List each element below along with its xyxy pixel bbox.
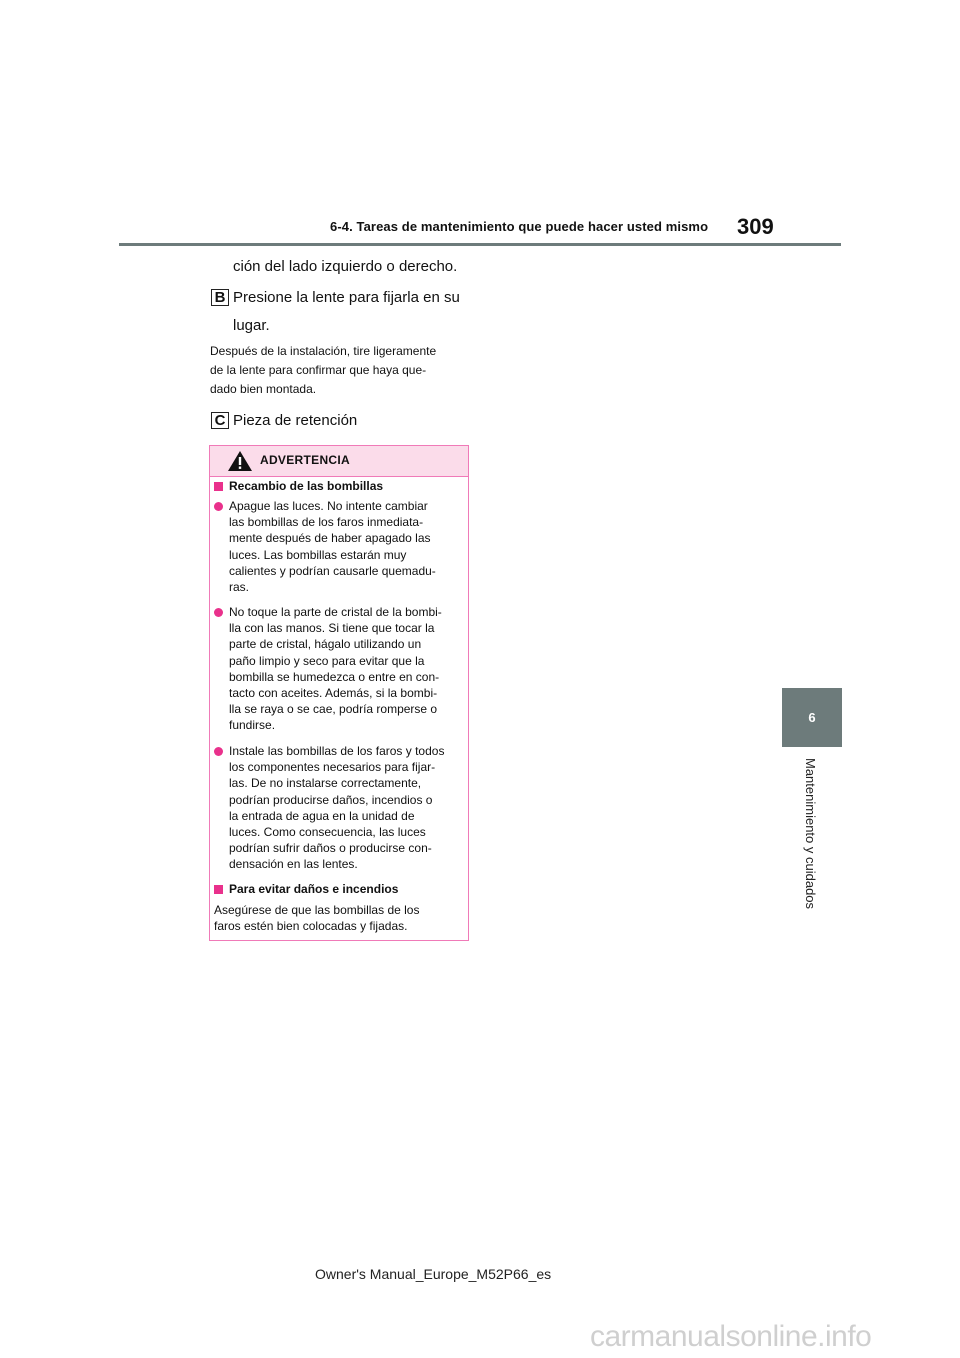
bullet-2-line: bombilla se humedezca o entre en con- <box>229 669 440 684</box>
bullet-3-line: Instale las bombillas de los faros y todos <box>229 744 445 758</box>
warning-section2-text <box>214 902 464 934</box>
round-bullet-icon <box>214 747 223 756</box>
warning-triangle-icon <box>227 450 253 472</box>
section1-title-text: Recambio de las bombillas <box>229 479 384 493</box>
warning-box <box>209 445 469 941</box>
bullet-2-line: tacto con aceites. Además, si la bombi- <box>229 686 438 701</box>
warning-title: ADVERTENCIA <box>260 453 350 467</box>
warning-bullet-3 <box>214 743 464 873</box>
bullet-1-line: mente después de haber apagado las <box>229 531 431 546</box>
warning-bullet-2 <box>214 604 464 734</box>
bullet-2-line: lla con las manos. Si tiene que tocar la <box>229 621 435 636</box>
bullet-3-line: densación en las lentes. <box>229 857 358 872</box>
bullet-3-line: las. De no instalarse correctamente, <box>229 776 422 791</box>
bullet-1-line: Apague las luces. No intente cambiar <box>229 499 428 513</box>
section2-title-text: Para evitar daños e incendios <box>229 882 399 896</box>
bullet-1-line: las bombillas de los faros inmediata- <box>229 515 424 530</box>
continuation-text: ción del lado izquierdo o derecho. <box>233 258 458 275</box>
section2-line: Asegúrese de que las bombillas de los <box>214 903 420 917</box>
bullet-3-line: la entrada de agua en la unidad de <box>229 808 415 823</box>
warning-section2-title <box>214 882 398 897</box>
chapter-number: 6 <box>808 710 816 725</box>
square-bullet-icon <box>214 482 223 491</box>
footer-text: Owner's Manual_Europe_M52P66_es <box>315 1266 552 1282</box>
bullet-3-line: luces. Como consecuencia, las luces <box>229 825 426 840</box>
warning-header <box>210 446 468 477</box>
note-line-2: de la lente para confirmar que haya que- <box>210 363 427 377</box>
chapter-label: Mantenimiento y cuidados <box>803 758 818 910</box>
header-rule <box>119 243 841 246</box>
bullet-1-line: luces. Las bombillas estarán muy <box>229 547 407 562</box>
item-b-line1: Presione la lente para fijarla en su <box>233 289 460 306</box>
page-number: 309 <box>737 214 774 239</box>
section2-line: faros estén bien colocadas y fijadas. <box>214 919 408 934</box>
label-c-letter: C <box>214 412 226 429</box>
round-bullet-icon <box>214 608 223 617</box>
item-b-line2: lugar. <box>233 317 270 334</box>
chapter-tab <box>782 688 842 747</box>
section-header: 6-4. Tareas de mantenimiento que puede hacer usted mismo <box>330 219 709 234</box>
bullet-2-line: fundirse. <box>229 718 276 733</box>
watermark: carmanualsonline.info <box>590 1320 872 1353</box>
warning-bullet-1 <box>214 498 464 595</box>
note-line-3: dado bien montada. <box>210 382 317 396</box>
label-c <box>211 412 229 429</box>
bullet-1-line: calientes y podrían causarle quemadu- <box>229 563 436 578</box>
bullet-2-line: paño limpio y seco para evitar que la <box>229 653 425 668</box>
bullet-2-line: No toque la parte de cristal de la bombi- <box>229 605 442 619</box>
bullet-3-line: los componentes necesarios para fijar- <box>229 760 436 775</box>
round-bullet-icon <box>214 502 223 511</box>
bullet-3-line: podrían producirse daños, incendios o <box>229 792 433 807</box>
bullet-2-line: parte de cristal, hágalo utilizando un <box>229 637 422 652</box>
note-line-1: Después de la instalación, tire ligeramente <box>210 344 437 358</box>
square-bullet-icon <box>214 885 223 894</box>
bullet-2-line: lla se raya o se cae, podría romperse o <box>229 702 438 717</box>
item-c-text: Pieza de retención <box>233 412 358 429</box>
label-b <box>211 289 229 306</box>
bullet-1-line: ras. <box>229 580 250 595</box>
bullet-3-line: podrían sufrir daños o producirse con- <box>229 841 432 856</box>
label-b-letter: B <box>214 289 226 306</box>
warning-section1-title <box>214 479 383 494</box>
